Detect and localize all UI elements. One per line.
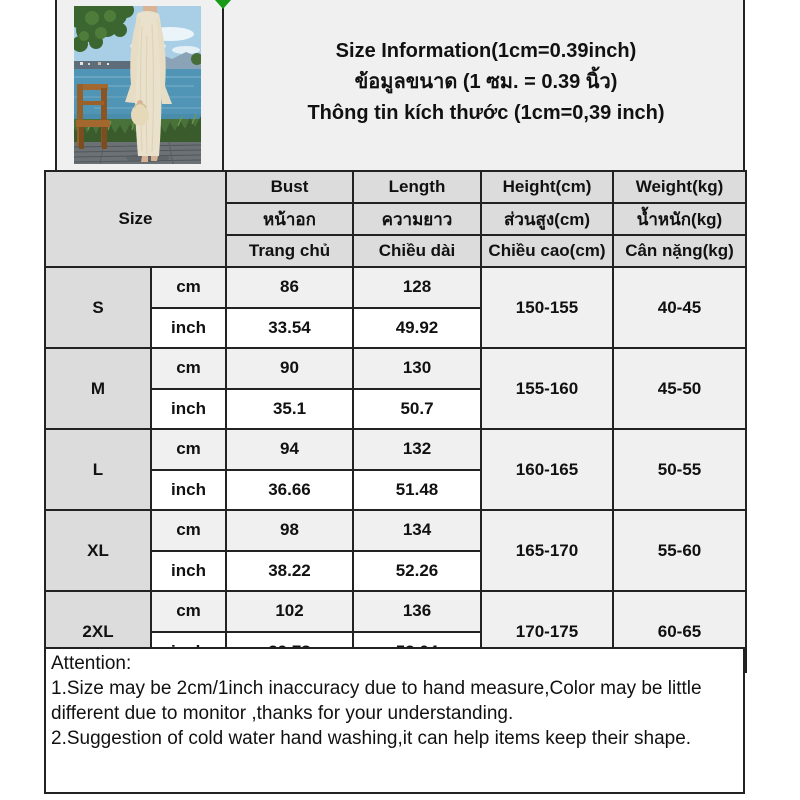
attention-note bbox=[44, 647, 745, 794]
col-height-en: Height(cm) bbox=[481, 171, 613, 203]
attention-heading: Attention: bbox=[51, 653, 132, 674]
col-bust-vi: Trang chủ bbox=[226, 235, 353, 267]
table-row bbox=[45, 267, 746, 308]
col-bust-th: หน้าอก bbox=[226, 203, 353, 235]
unit-inch: inch bbox=[151, 551, 226, 592]
l-weight: 50-55 bbox=[613, 429, 746, 510]
l-bust-inch: 36.66 bbox=[226, 470, 353, 511]
size-2xl: 2XL bbox=[45, 591, 151, 672]
table-row bbox=[45, 348, 746, 389]
xl-length-cm: 134 bbox=[353, 510, 481, 551]
m-length-cm: 130 bbox=[353, 348, 481, 389]
l-bust-cm: 94 bbox=[226, 429, 353, 470]
2xl-height: 170-175 bbox=[481, 591, 613, 672]
xl-length-inch: 52.26 bbox=[353, 551, 481, 592]
col-weight-th: น้ำหนัก(kg) bbox=[613, 203, 746, 235]
title-english: Size Information(1cm=0.39inch) bbox=[335, 40, 637, 62]
s-length-cm: 128 bbox=[353, 267, 481, 308]
unit-inch: inch bbox=[151, 308, 226, 349]
unit-inch: inch bbox=[151, 389, 226, 430]
table-row bbox=[45, 591, 746, 632]
col-length-th: ความยาว bbox=[353, 203, 481, 235]
title-block bbox=[227, 0, 745, 170]
2xl-weight: 60-65 bbox=[613, 591, 746, 672]
s-weight: 40-45 bbox=[613, 267, 746, 348]
2xl-bust-cm: 102 bbox=[226, 591, 353, 632]
unit-cm: cm bbox=[151, 348, 226, 389]
l-length-cm: 132 bbox=[353, 429, 481, 470]
xl-bust-cm: 98 bbox=[226, 510, 353, 551]
m-bust-inch: 35.1 bbox=[226, 389, 353, 430]
l-height: 160-165 bbox=[481, 429, 613, 510]
size-l: L bbox=[45, 429, 151, 510]
table-row bbox=[45, 429, 746, 470]
m-bust-cm: 90 bbox=[226, 348, 353, 389]
col-height-th: ส่วนสูง(cm) bbox=[481, 203, 613, 235]
attention-line-2: 2.Suggestion of cold water hand washing,it can help items keep their shape. bbox=[51, 728, 692, 749]
m-length-inch: 50.7 bbox=[353, 389, 481, 430]
s-bust-inch: 33.54 bbox=[226, 308, 353, 349]
header-row-english bbox=[45, 171, 746, 203]
table-row bbox=[45, 510, 746, 551]
col-bust-en: Bust bbox=[226, 171, 353, 203]
product-photo-illustration bbox=[74, 6, 201, 164]
s-height: 150-155 bbox=[481, 267, 613, 348]
col-weight-en: Weight(kg) bbox=[613, 171, 746, 203]
unit-cm: cm bbox=[151, 429, 226, 470]
xl-weight: 55-60 bbox=[613, 510, 746, 591]
col-length-en: Length bbox=[353, 171, 481, 203]
col-height-vi: Chiều cao(cm) bbox=[481, 235, 613, 267]
size-m: M bbox=[45, 348, 151, 429]
xl-height: 165-170 bbox=[481, 510, 613, 591]
col-weight-vi: Cân nặng(kg) bbox=[613, 235, 746, 267]
title-thai: ข้อมูลขนาด (1 ซม. = 0.39 นิ้ว) bbox=[354, 71, 618, 93]
header-section bbox=[55, 0, 745, 170]
m-height: 155-160 bbox=[481, 348, 613, 429]
l-length-inch: 51.48 bbox=[353, 470, 481, 511]
size-header-cell: Size bbox=[45, 171, 226, 267]
2xl-length-cm: 136 bbox=[353, 591, 481, 632]
xl-bust-inch: 38.22 bbox=[226, 551, 353, 592]
col-length-vi: Chiều dài bbox=[353, 235, 481, 267]
title-vietnamese: Thông tin kích thước (1cm=0,39 inch) bbox=[307, 102, 665, 124]
size-table bbox=[44, 170, 747, 673]
unit-cm: cm bbox=[151, 510, 226, 551]
s-bust-cm: 86 bbox=[226, 267, 353, 308]
unit-inch: inch bbox=[151, 470, 226, 511]
size-xl: XL bbox=[45, 510, 151, 591]
header-divider bbox=[222, 0, 224, 170]
s-length-inch: 49.92 bbox=[353, 308, 481, 349]
unit-cm: cm bbox=[151, 267, 226, 308]
product-photo bbox=[74, 6, 201, 164]
attention-line-1: 1.Size may be 2cm/1inch inaccuracy due to hand measure,Color may be little different due to monitor ,thanks for your understanding. bbox=[51, 678, 702, 724]
unit-cm: cm bbox=[151, 591, 226, 632]
size-s: S bbox=[45, 267, 151, 348]
m-weight: 45-50 bbox=[613, 348, 746, 429]
